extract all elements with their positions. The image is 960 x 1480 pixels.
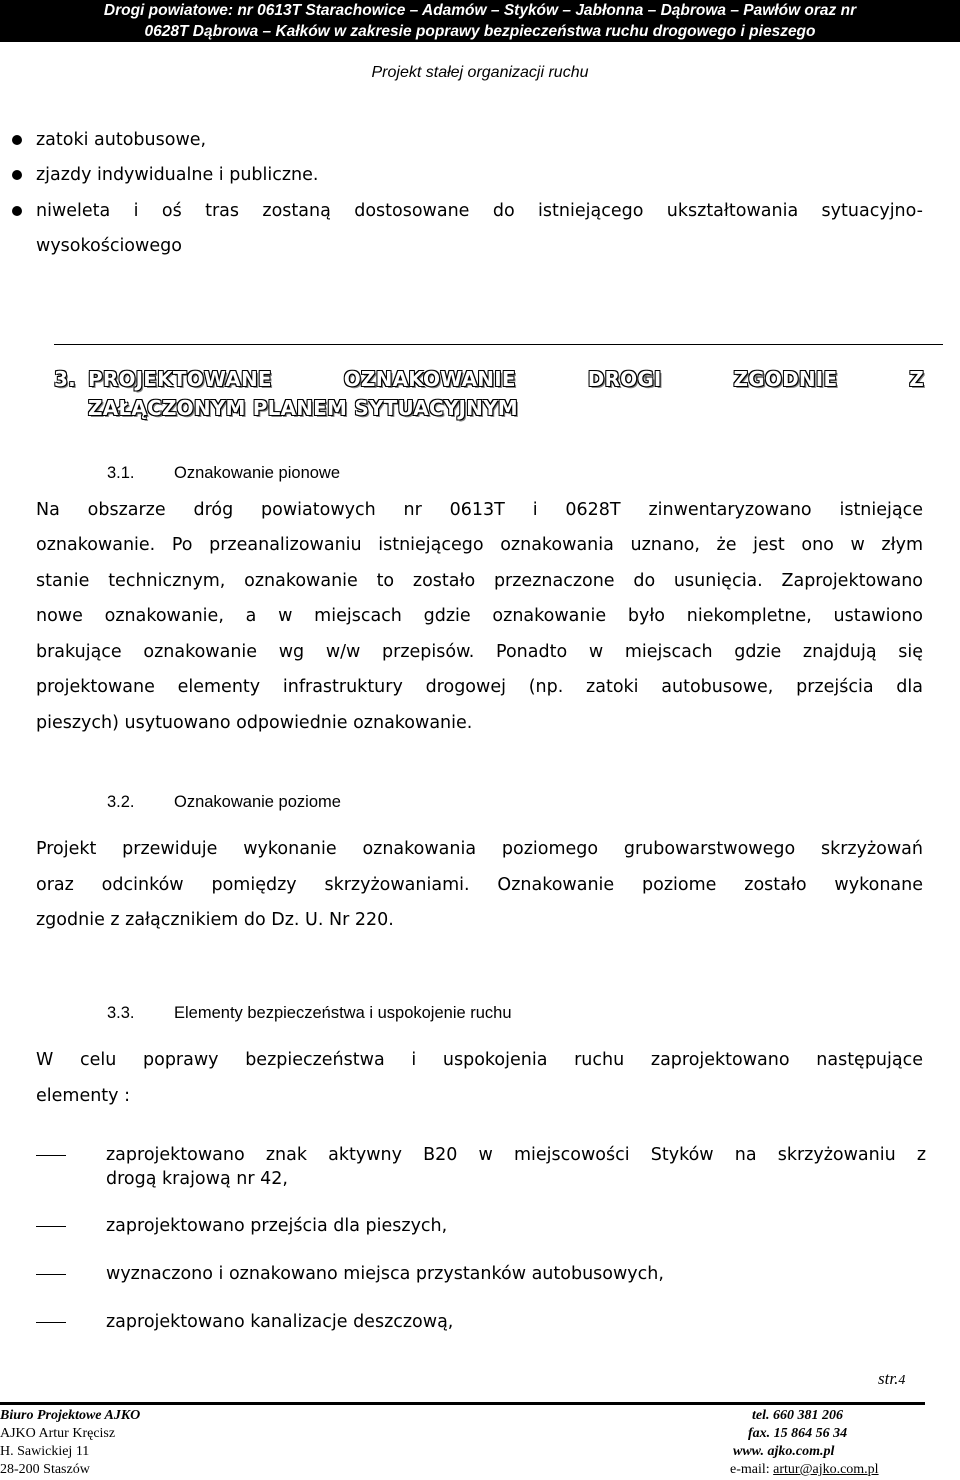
subsection-3-3-title: Elementy bezpieczeństwa i uspokojenie ruchu bbox=[174, 1004, 512, 1022]
section-divider bbox=[54, 344, 943, 345]
dash-list-item bbox=[36, 1214, 926, 1238]
paragraph-3-3-line: elementy : bbox=[36, 1086, 130, 1106]
subsection-3-2-number: 3.2. bbox=[107, 793, 135, 811]
dash-item-text: zaprojektowano znak aktywny B20 w miejscowości Styków na skrzyżowaniu z bbox=[106, 1145, 926, 1165]
header-banner bbox=[0, 0, 960, 42]
dash-item-text: wyznaczono i oznakowano miejsca przystanków autobusowych, bbox=[106, 1264, 664, 1284]
header-subtitle: Projekt stałej organizacji ruchu bbox=[371, 64, 589, 81]
header-line-1: Drogi powiatowe: nr 0613T Starachowice – Adamów – Styków – Jabłonna – Dąbrowa – Pawłów oraz nr bbox=[103, 2, 857, 19]
footer-email bbox=[730, 1462, 879, 1478]
dash-list-item bbox=[36, 1143, 926, 1191]
paragraph-3-1-line: pieszych) usytuowano odpowiednie oznakowanie. bbox=[36, 713, 473, 733]
bullet-item-3-continued: wysokościowego bbox=[36, 236, 182, 256]
subsection-3-2-title: Oznakowanie poziome bbox=[174, 793, 341, 811]
paragraph-3-1-line: projektowane elementy infrastruktury drogowej (np. zatoki autobusowe, przejścia dla bbox=[36, 677, 923, 697]
footer-email-link[interactable]: artur@ajko.com.pl bbox=[773, 1462, 879, 1477]
footer-company-name: Biuro Projektowe AJKO bbox=[0, 1408, 141, 1423]
header-line-2: 0628T Dąbrowa – Kałków w zakresie poprawy bezpieczeństwa ruchu drogowego i pieszego bbox=[144, 23, 816, 40]
bullet-dot-icon bbox=[12, 170, 22, 180]
footer-city: 28-200 Staszów bbox=[0, 1462, 90, 1477]
bullet-item-2: zjazdy indywidualne i publiczne. bbox=[36, 165, 319, 185]
dash-item-text: zaprojektowano przejścia dla pieszych, bbox=[106, 1216, 448, 1236]
page-label: str. bbox=[878, 1369, 899, 1388]
bullet-dot-icon bbox=[12, 135, 22, 145]
footer-email-label: e-mail: bbox=[730, 1462, 774, 1477]
page-number bbox=[878, 1369, 905, 1389]
page-value: 4 bbox=[898, 1373, 906, 1388]
bullet-dot-icon bbox=[12, 206, 22, 216]
footer-website[interactable]: www. ajko.com.pl bbox=[733, 1444, 835, 1459]
subsection-3-1-number: 3.1. bbox=[107, 464, 135, 482]
paragraph-3-2-line: oraz odcinków pomiędzy skrzyżowaniami. Oznakowanie poziome zostało wykonane bbox=[36, 875, 923, 895]
section-title-line-1: PROJEKTOWANE OZNAKOWANIE DROGI ZGODNIE Z bbox=[88, 367, 924, 391]
paragraph-3-2-line: Projekt przewiduje wykonanie oznakowania poziomego grubowarstwowego skrzyżowań bbox=[36, 839, 923, 859]
footer-phone: tel. 660 381 206 bbox=[752, 1408, 843, 1423]
dash-item-text-continued: drogą krajową nr 42, bbox=[106, 1169, 288, 1189]
section-number: 3. bbox=[54, 367, 76, 391]
subsection-3-3-number: 3.3. bbox=[107, 1004, 135, 1022]
paragraph-3-1-line: Na obszarze dróg powiatowych nr 0613T i 0628T zinwentaryzowano istniejące bbox=[36, 500, 923, 520]
dash-item-text: zaprojektowano kanalizacje deszczową, bbox=[106, 1312, 454, 1332]
footer-fax: fax. 15 864 56 34 bbox=[748, 1426, 848, 1441]
bullet-item-1: zatoki autobusowe, bbox=[36, 130, 207, 150]
bullet-item-3: niweleta i oś tras zostaną dostosowane do istniejącego ukształtowania sytuacyjno- bbox=[36, 201, 923, 221]
paragraph-3-1-line: oznakowanie. Po przeanalizowaniu istniejącego oznakowania uznano, że jest ono w złym bbox=[36, 535, 923, 555]
footer-owner: AJKO Artur Kręcisz bbox=[0, 1426, 116, 1441]
footer-street: H. Sawickiej 11 bbox=[0, 1444, 90, 1459]
dash-list-item bbox=[36, 1310, 926, 1334]
paragraph-3-2-line: zgodnie z załącznikiem do Dz. U. Nr 220. bbox=[36, 910, 394, 930]
paragraph-3-1-line: brakujące oznakowanie wg w/w przepisów. Ponadto w miejscach gdzie znajdują się bbox=[36, 642, 923, 662]
dash-list-item bbox=[36, 1262, 926, 1286]
section-title-line-2: ZAŁĄCZONYM PLANEM SYTUACYJNYM bbox=[88, 396, 518, 420]
footer-divider bbox=[0, 1402, 925, 1405]
paragraph-3-1-line: stanie technicznym, oznakowanie to zostało przeznaczone do usunięcia. Zaprojektowano bbox=[36, 571, 923, 591]
paragraph-3-1-line: nowe oznakowanie, a w miejscach gdzie oznakowanie było niekompletne, ustawiono bbox=[36, 606, 923, 626]
subsection-3-1-title: Oznakowanie pionowe bbox=[174, 464, 341, 482]
paragraph-3-3-line: W celu poprawy bezpieczeństwa i uspokojenia ruchu zaprojektowano następujące bbox=[36, 1050, 923, 1070]
